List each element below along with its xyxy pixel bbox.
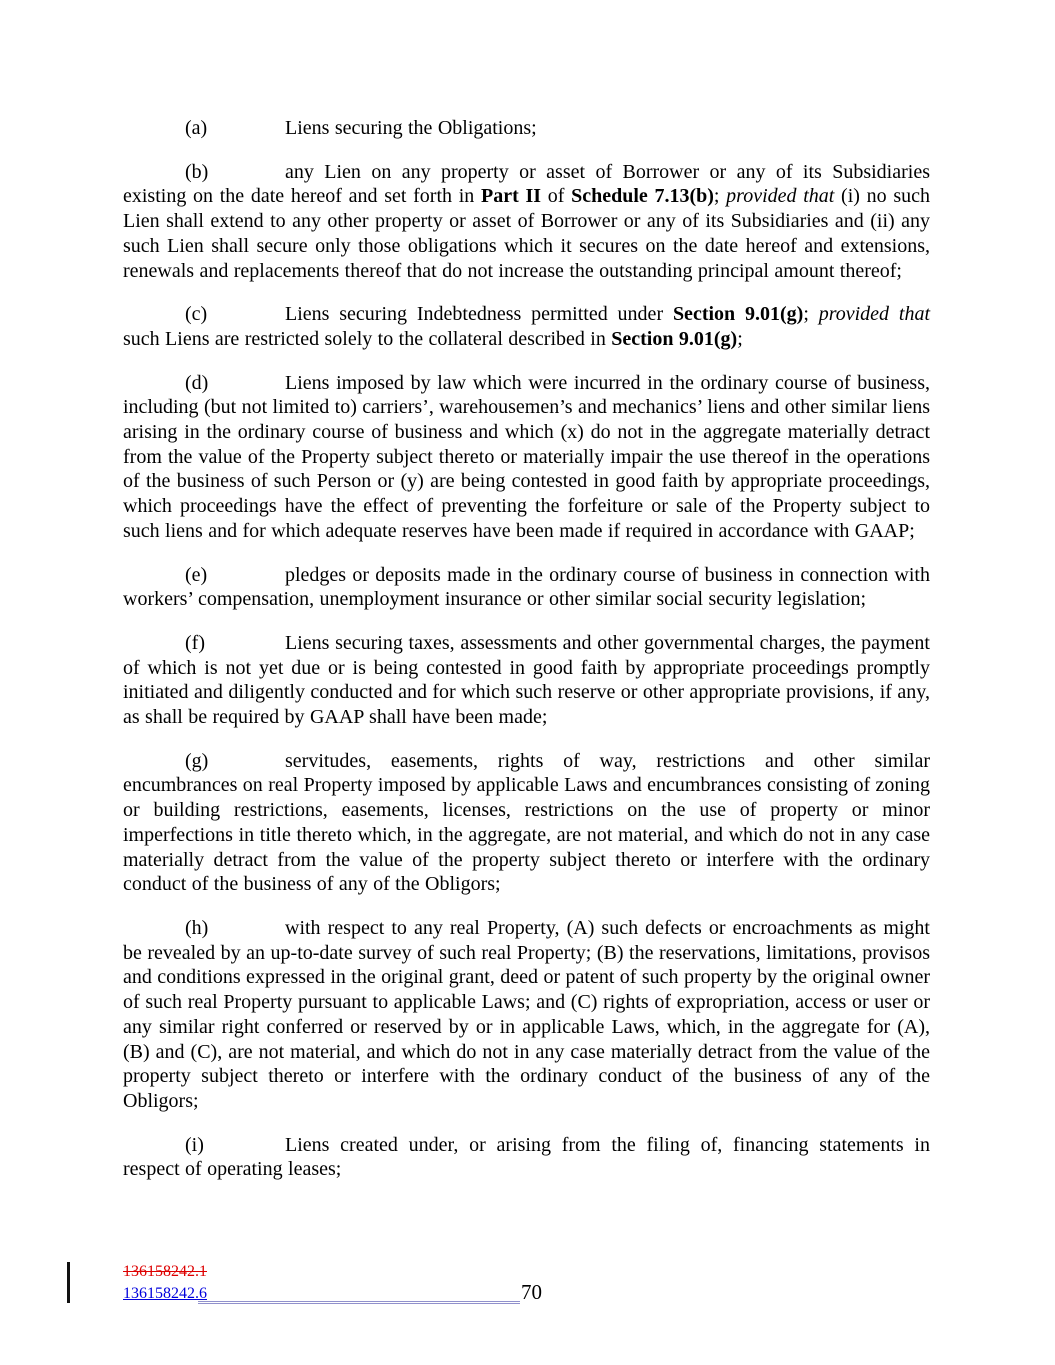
footer-double-rule: [198, 1301, 520, 1304]
revision-change-bar: [67, 1262, 70, 1303]
clause-text-segment: Liens securing taxes, assessments and other governmental charges, the payment of which is not yet due or is being contested in good faith by appropriate proceedings promptly initiated and diligently conducted and for which such reserve or other appropriate provisions, if any, as shall be required by GAAP shall have been made;: [123, 631, 930, 729]
clause-label: (g): [185, 749, 209, 772]
clause-paragraph: [123, 631, 930, 730]
clause-text-segment: such Liens are restricted solely to the collateral described in: [123, 327, 612, 350]
clause-label: (b): [185, 160, 209, 183]
clause-paragraph: [123, 160, 930, 284]
clause-label: (i): [185, 1133, 204, 1156]
inserted-doc-id: 136158242.6: [123, 1285, 207, 1302]
clause-text-segment: servitudes, easements, rights of way, restrictions and other similar encumbrances on real Property imposed by applicable Laws and encumbrances consisting of zoning or building restrictions, easements, licenses, restrictions on the use of property or minor imperfections in title thereto which, in the aggregate, are not material, and which do not in any case materially detract from the value of the property subject thereto or interfere with the ordinary conduct of the business of any of the Obligors;: [123, 749, 930, 896]
clause-text-segment: any Lien on any property or asset of Borrower or any of its Subsidiaries existing on the date hereof and set forth in: [123, 160, 930, 208]
clause-label: (a): [185, 117, 208, 139]
clause-paragraph: [123, 302, 930, 351]
clause-list: [123, 116, 930, 1201]
clause-text-segment: ;: [803, 303, 819, 326]
clause-text-segment: of: [541, 185, 572, 208]
clause-paragraph: [123, 563, 930, 612]
clause-label: (f): [185, 631, 205, 654]
clause-text-segment: (i) no such Lien shall extend to any other property or asset of Borrower or any of its Subsidiaries and (ii) any such Lien shall secure only those obligations which it secures on the date hereof and extensions, renewals and replacements thereof that do not increase the outstanding principal amount thereof;: [123, 185, 930, 282]
clause-text-segment: provided that: [818, 303, 930, 326]
clause-label: (h): [185, 916, 209, 939]
clause-text-segment: with respect to any real Property, (A) such defects or encroachments as might be revealed by an up-to-date survey of such real Property; (B) the reservations, limitations, provisos and conditions expressed in the original grant, deed or patent of such property by the original owner of such real Property pursuant to applicable Laws; and (C) rights of expropriation, access or user or any similar right conferred or reserved by or in applicable Laws, which, in the aggregate for (A), (B) and (C), are not material, and which do not in any case materially detract from the value of the property subject thereto or interfere with the ordinary conduct of the business of any of the Obligors;: [123, 916, 930, 1112]
clause-label: (c): [185, 303, 208, 326]
clause-paragraph: [123, 116, 930, 141]
clause-text-segment: ;: [713, 185, 727, 208]
clause-text-segment: Part II: [480, 185, 542, 208]
deleted-doc-id: 136158242.1: [123, 1263, 207, 1280]
clause-paragraph: [123, 916, 930, 1114]
clause-label: (e): [185, 563, 208, 586]
clause-paragraph: [123, 371, 930, 544]
clause-text-segment: Liens securing Indebtedness permitted under: [285, 303, 673, 326]
clause-text-segment: ;: [737, 327, 743, 350]
clause-text-segment: Schedule 7.13(b): [571, 185, 714, 208]
clause-text-segment: Liens created under, or arising from the filing of, financing statements in respect of operating leases;: [123, 1133, 930, 1181]
clause-text-segment: Section 9.01(g): [672, 303, 804, 326]
clause-paragraph: [123, 1133, 930, 1182]
clause-text-segment: pledges or deposits made in the ordinary course of business in connection with workers’ compensation, unemployment insurance or other similar social security legislation;: [123, 563, 930, 611]
page-number: 70: [521, 1280, 542, 1304]
clause-text-segment: Liens imposed by law which were incurred in the ordinary course of business, including (but not limited to) carriers’, warehousemen’s and mechanics’ liens and other similar liens arising in the ordinary course of business and which (x) do not in the aggregate materially detract from the value of the Property subject thereto or materially impair the use thereof in the operations of the business of such Person or (y) are being contested in good faith by appropriate proceedings, which proceedings have the effect of preventing the forfeiture or sale of the Property subject to such liens and for which adequate reserves have been made if required in accordance with GAAP;: [123, 371, 930, 542]
clause-label: (d): [185, 371, 209, 394]
clause-text-segment: Liens securing the Obligations;: [285, 117, 537, 139]
clause-text-segment: provided that: [726, 185, 835, 208]
clause-paragraph: [123, 749, 930, 897]
clause-text-segment: Section 9.01(g): [611, 327, 738, 350]
